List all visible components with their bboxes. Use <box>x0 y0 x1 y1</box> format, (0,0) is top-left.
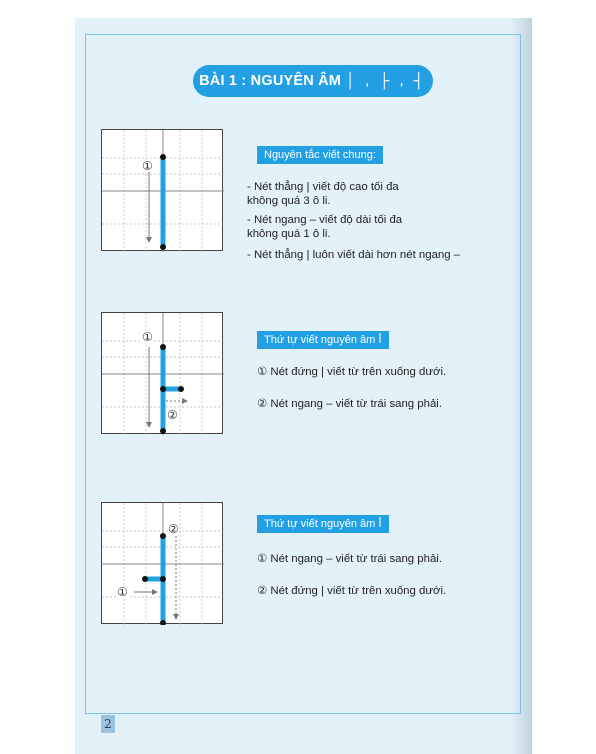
stroke-grid-vowel-i-left <box>101 502 223 624</box>
stroke-step-2: ② Nét đứng | viết từ trên xuống dưới. <box>257 585 447 597</box>
lesson-title-banner <box>193 65 433 97</box>
step-marker-1: ① <box>117 585 128 599</box>
stroke-step-1: ① Nét đứng | viết từ trên xuống dưới. <box>257 366 447 378</box>
step-marker-2: ② <box>168 522 179 536</box>
lesson-title-vowels: │ , ├ , ┤ <box>346 73 427 89</box>
book-page <box>75 18 532 754</box>
lesson-title-text: BÀI 1 : NGUYÊN ÂM <box>199 73 342 89</box>
rule-line-2: không quá 3 ô li. <box>247 195 331 207</box>
section-label-general-rules: Nguyên tắc viết chung: <box>257 146 383 164</box>
stroke-step-2: ② Nét ngang – viết từ trái sang phải. <box>257 398 443 410</box>
step-marker-1: ① <box>142 330 153 344</box>
rule-line-5: - Nét thẳng | luôn viết dài hơn nét ngang – <box>247 249 461 261</box>
step-marker-1: ① <box>142 159 153 173</box>
section-label-stroke-order-1: Thứ tự viết nguyên âm ꟾ <box>257 331 389 349</box>
stroke-grid-vertical <box>101 129 223 251</box>
section-label-stroke-order-2: Thứ tự viết nguyên âm ꟾ <box>257 515 389 533</box>
stroke-step-1: ① Nét ngang – viết từ trái sang phải. <box>257 553 443 565</box>
stroke-grid-vowel-i-right <box>101 312 223 434</box>
step-marker-2: ② <box>167 408 178 422</box>
page-number: 2 <box>101 715 115 733</box>
rule-line-1: - Nét thẳng | viết độ cao tối đa <box>247 181 399 193</box>
rule-line-4: không quá 1 ô li. <box>247 228 331 240</box>
rule-line-3: - Nét ngang – viết độ dài tối đa <box>247 214 403 226</box>
